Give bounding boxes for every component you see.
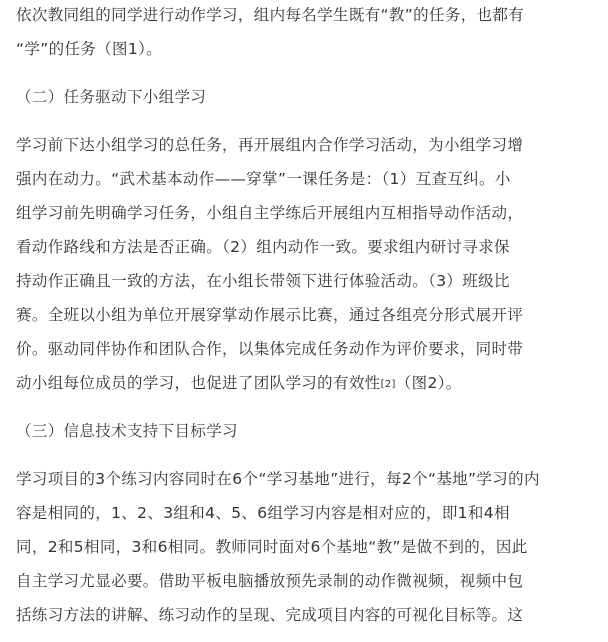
section-heading-info-tech: （三）信息技术支持下目标学习 xyxy=(16,422,238,440)
section2-line-3: 组学习前先明确学习任务，小组自主学练后开展组内互相指导动作活动， xyxy=(16,204,524,222)
section2-line-7: 价。驱动同伴协作和团队合作，以集体完成任务动作为评价要求，同时带 xyxy=(16,340,524,358)
section2-line-1: 学习前下达小组学习的总任务，再开展组内合作学习活动，为小组学习增 xyxy=(16,136,524,154)
intro-line-1: 依次教同组的同学进行动作学习，组内每名学生既有“教”的任务，也都有 xyxy=(16,6,525,24)
section2-line-5: 持动作正确且一致的方法，在小组长带领下进行体验活动。（3）班级比 xyxy=(16,272,510,290)
section2-line-8-text: 动小组每位成员的学习，也促进了团队学习的有效性 xyxy=(16,374,381,392)
section-heading-task-driven: （二）任务驱动下小组学习 xyxy=(16,88,207,106)
section3-line-5: 括练习方法的讲解、练习动作的呈现、完成项目内容的可视化目标等。这 xyxy=(16,606,524,624)
intro-line-2: “学”的任务（图1）。 xyxy=(16,40,163,58)
section2-line-2: 强内在动力。“武术基本动作——穿掌”一课任务是：（1）互查互纠。小 xyxy=(16,170,511,188)
section3-line-4: 自主学习尤显必要。借助平板电脑播放预先录制的动作微视频，视频中包 xyxy=(16,572,524,590)
section2-line-8-end: （图2）。 xyxy=(395,374,462,392)
section3-line-1: 学习项目的3个练习内容同时在6个“学习基地”进行，每2个“基地”学习的内 xyxy=(16,470,540,488)
citation-reference: [2] xyxy=(380,379,396,390)
section2-line-4: 看动作路线和方法是否正确。（2）组内动作一致。要求组内研讨寻求保 xyxy=(16,238,510,256)
section3-line-2: 容是相同的，1、2、3组和4、5、6组学习内容是相对应的，即1和4相 xyxy=(16,504,510,522)
section3-line-3: 同，2和5相同，3和6相同。教师同时面对6个基地“教”是做不到的，因此 xyxy=(16,538,528,556)
section2-line-6: 赛。全班以小组为单位开展穿掌动作展示比赛，通过各组亮分形式展开评 xyxy=(16,306,524,324)
section2-line-8 xyxy=(16,373,462,395)
